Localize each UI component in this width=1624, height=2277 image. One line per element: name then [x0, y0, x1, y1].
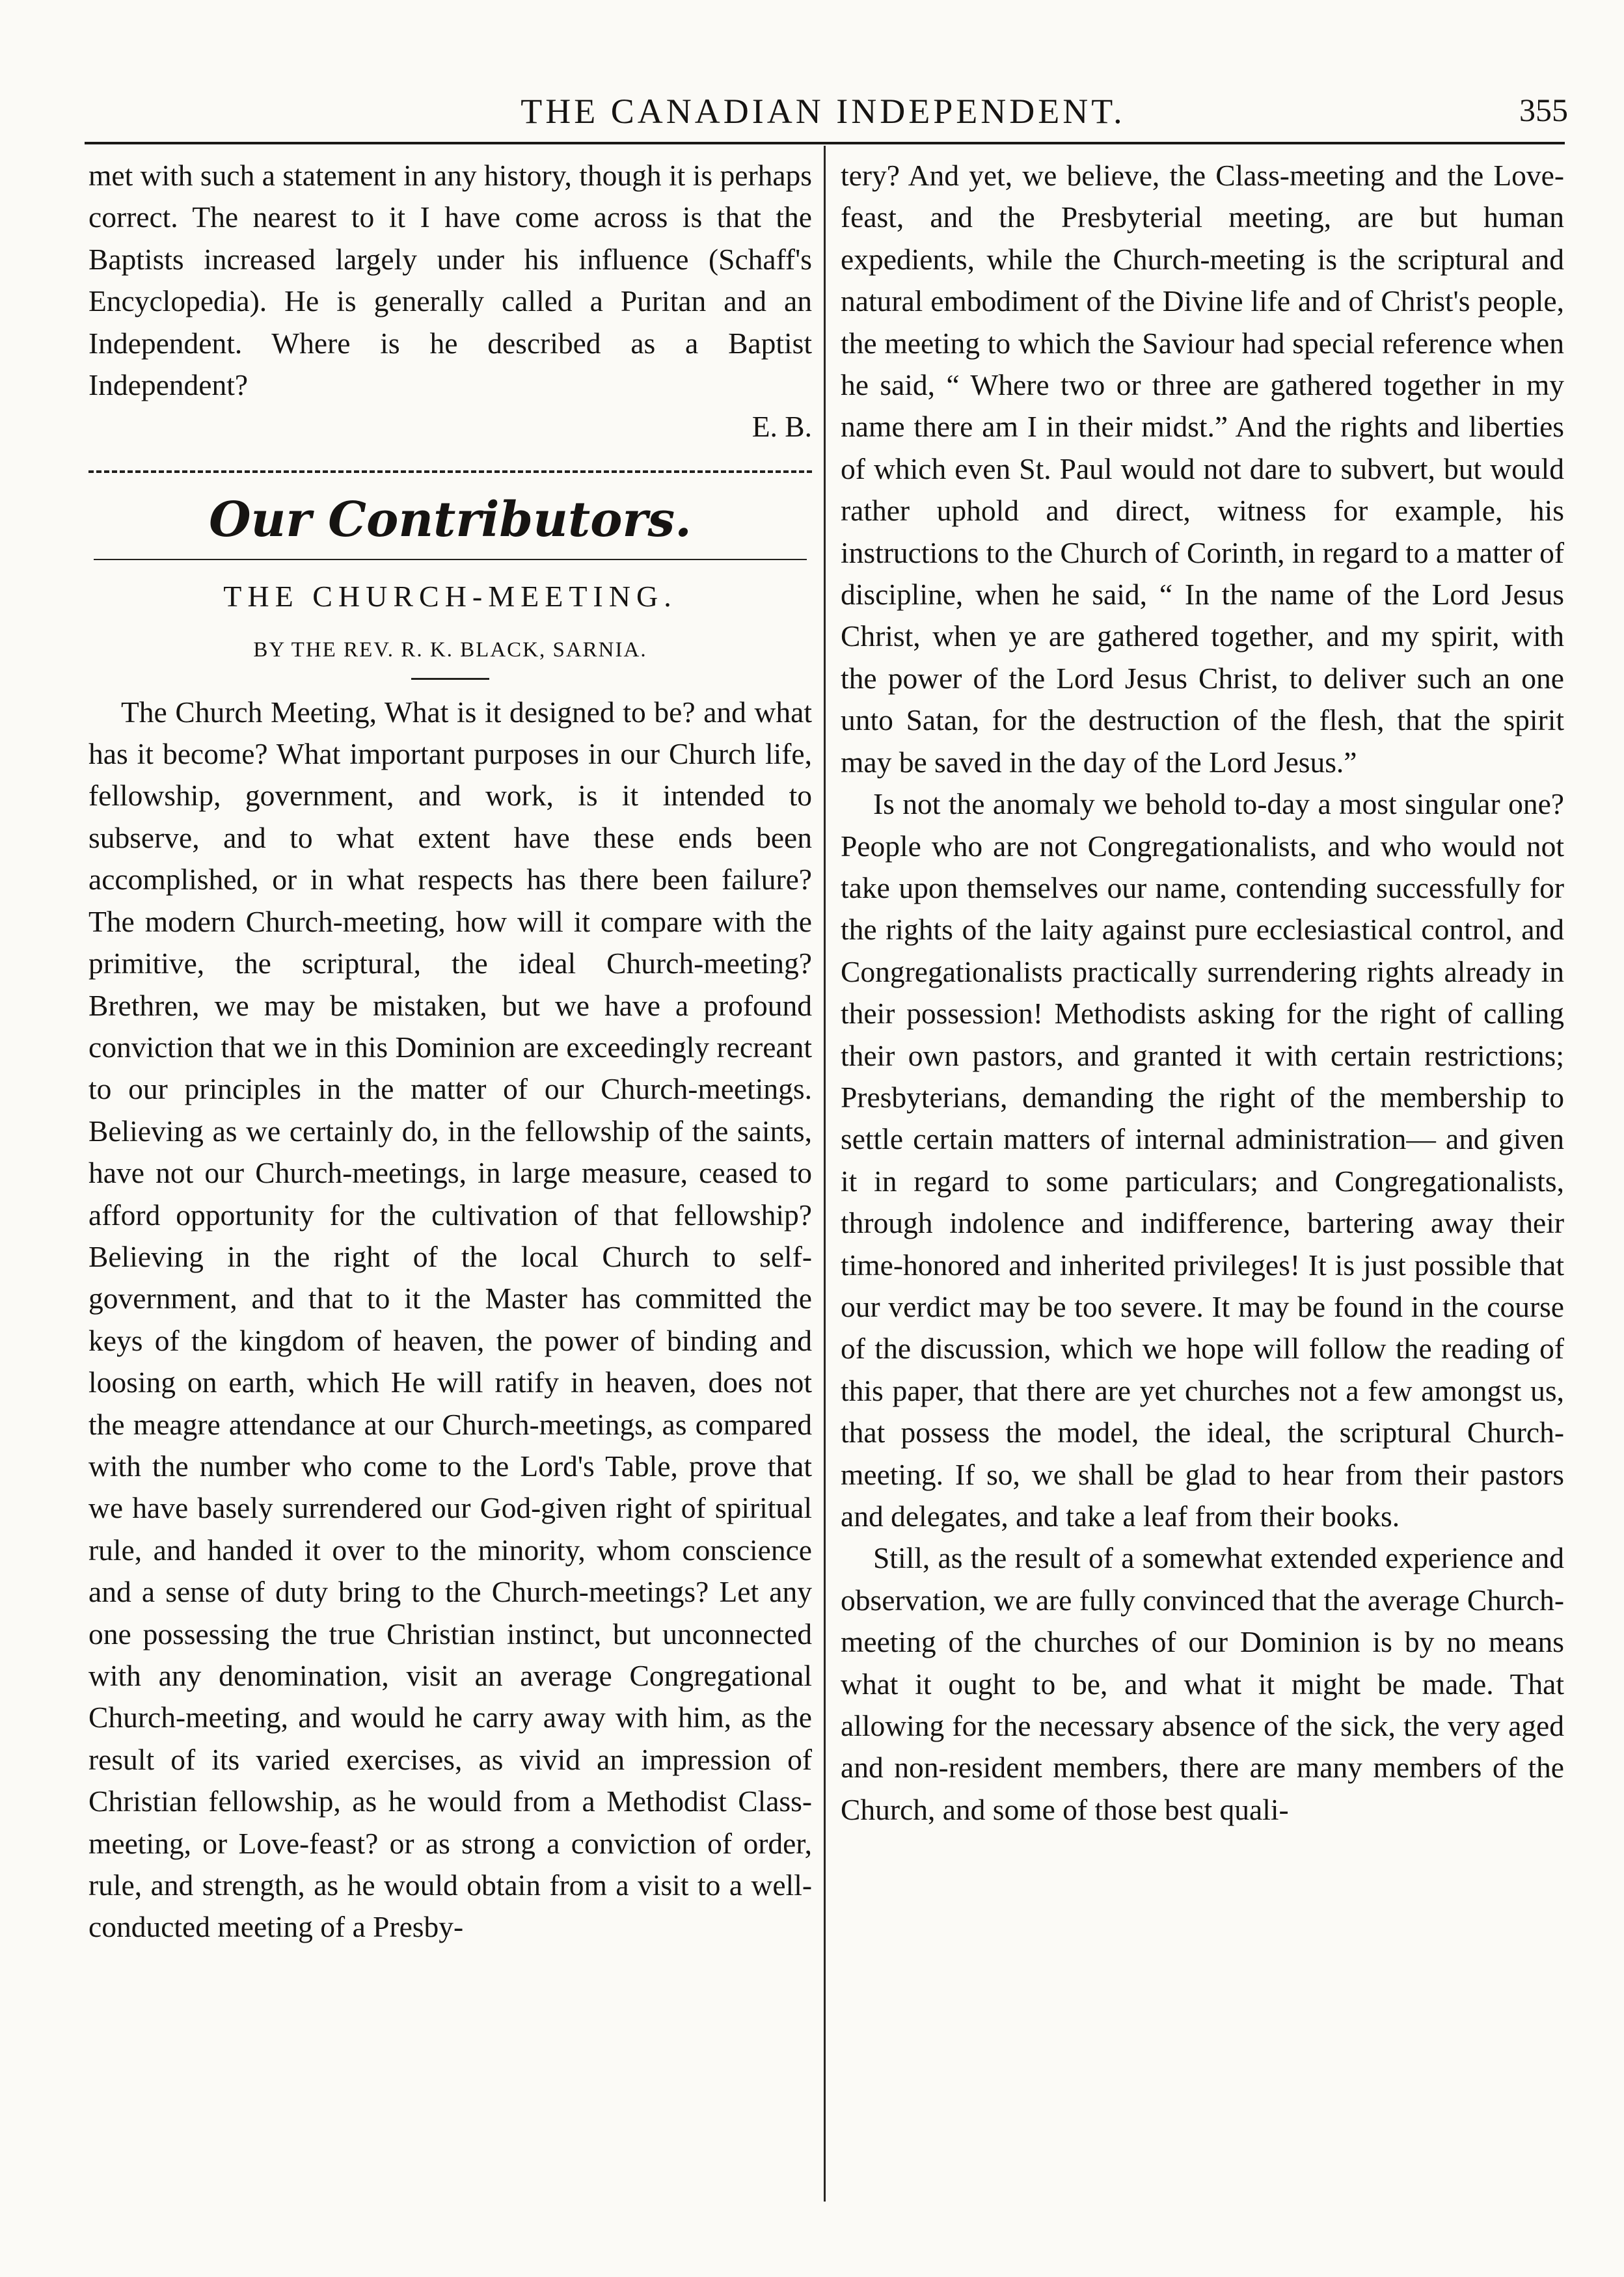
byline: BY THE REV. R. K. BLACK, SARNIA. [253, 638, 647, 662]
heading-rule [94, 559, 807, 560]
signature: E. B. [751, 410, 812, 444]
article-title: THE CHURCH-MEETING. [223, 579, 677, 613]
left-column [88, 155, 812, 1948]
page-number: 355 [1519, 92, 1568, 128]
section-divider [88, 470, 812, 473]
paragraph-conclusion: Still, as the result of a somewhat extended experience and observation, we are fully convinced that the average Church-meeting of the churches of our Dominion is by no means what it ought to be, and what it might be made. That allowing for the necessary absence of the sick, the very aged and non-resident members, there are many members of the Church, and some of those best quali- [841, 1541, 1564, 1826]
column-divider [824, 146, 826, 2202]
running-title: THE CANADIAN INDEPENDENT. [521, 92, 1126, 131]
right-column [841, 155, 1564, 1831]
paragraph-anomaly: Is not the anomaly we behold to-day a most singular one? People who are not Congregationalists, and who would not take upon themselves our name, contending successfully for the rights of the laity against pure ecclesiastical control, and Congregationalists practically surrendering rights already in their possession! Methodists asking for the right of calling their own pastors, and granted it with certain restrictions; Presbyterians, demanding the right of the membership to settle certain matters of internal administration— and given it in regard to some particulars; and Congregationalists, through indolence and indifference, bartering away their time-honored and inherited privileges! It is just possible that our verdict may be too severe. It may be found in the course of the discussion, which we hope will follow the reading of this paper, that there are yet churches not a few amongst us, that possess the model, the ideal, the scriptural Church-meeting. If so, we shall be glad to hear from their pastors and delegates, and take a leaf from their books. [841, 787, 1564, 1533]
intro-paragraph: met with such a statement in any history, though it is perhaps correct. The nearest to it I have come across is that the Baptists increased largely under his influence (Schaff's Encyclopedia). He is generally called a Puritan and an Independent. Where is he described as a Baptist Independent? [88, 159, 812, 402]
header-rule [85, 142, 1565, 144]
continued-paragraph: tery? And yet, we believe, the Class-meeting and the Love-feast, and the Presbyterial meeting, are but human expedients, while the Church-meeting is the scriptural and natural embodiment of the Divine life and of Christ's people, the meeting to which the Saviour had special reference when he said, “ Where two or three are gathered together in my name there am I in their midst.” And the rights and liberties of which even St. Paul would not dare to subvert, but would rather uphold and direct, witness for example, his instructions to the Church of Corinth, in regard to a matter of discipline, when he said, “ In the name of the Lord Jesus Christ, when ye are gathered together, and my spirit, with the power of the Lord Jesus Christ, to deliver such an one unto Satan, for the destruction of the flesh, that the spirit may be saved in the day of the Lord Jesus.” [841, 159, 1564, 779]
byline-rule [411, 678, 489, 680]
section-heading: Our Contributors. [209, 491, 692, 548]
page-header [78, 91, 1568, 137]
article-paragraph: The Church Meeting, What is it designed to be? and what has it become? What important purposes in our Church life, fellowship, government, and work, is it intended to subserve, and to what extent have these ends been accomplished, or in what respects has there been failure? The modern Church-meeting, how will it compare with the primitive, the scriptural, the ideal Church-meeting? Brethren, we may be mistaken, but we have a profound conviction that we in this Dominion are exceedingly recreant to our principles in the matter of our Church-meetings. Believing as we certainly do, in the fellowship of the saints, have not our Church-meetings, in large measure, ceased to afford opportunity for the cultivation of that fellowship? Believing in the right of the local Church to self-government, and that to it the Master has committed the keys of the kingdom of heaven, the power of binding and loosing on earth, which He will ratify in heaven, does not the meagre attendance at our Church-meetings, as compared with the number who come to the Lord's Table, prove that we have basely surrendered our God-given right of spiritual rule, and handed it over to the minority, whom conscience and a sense of duty bring to the Church-meetings? Let any one possessing the true Christian instinct, but unconnected with any denomination, visit an average Congregational Church-meeting, and would he carry away with him, as the result of its varied exercises, as vivid an impression of Christian fellowship, as he would from a Methodist Class-meeting, or Love-feast? or as strong a conviction of order, rule, and strength, as he would obtain from a visit to a well-conducted meeting of a Presby- [88, 695, 812, 1944]
